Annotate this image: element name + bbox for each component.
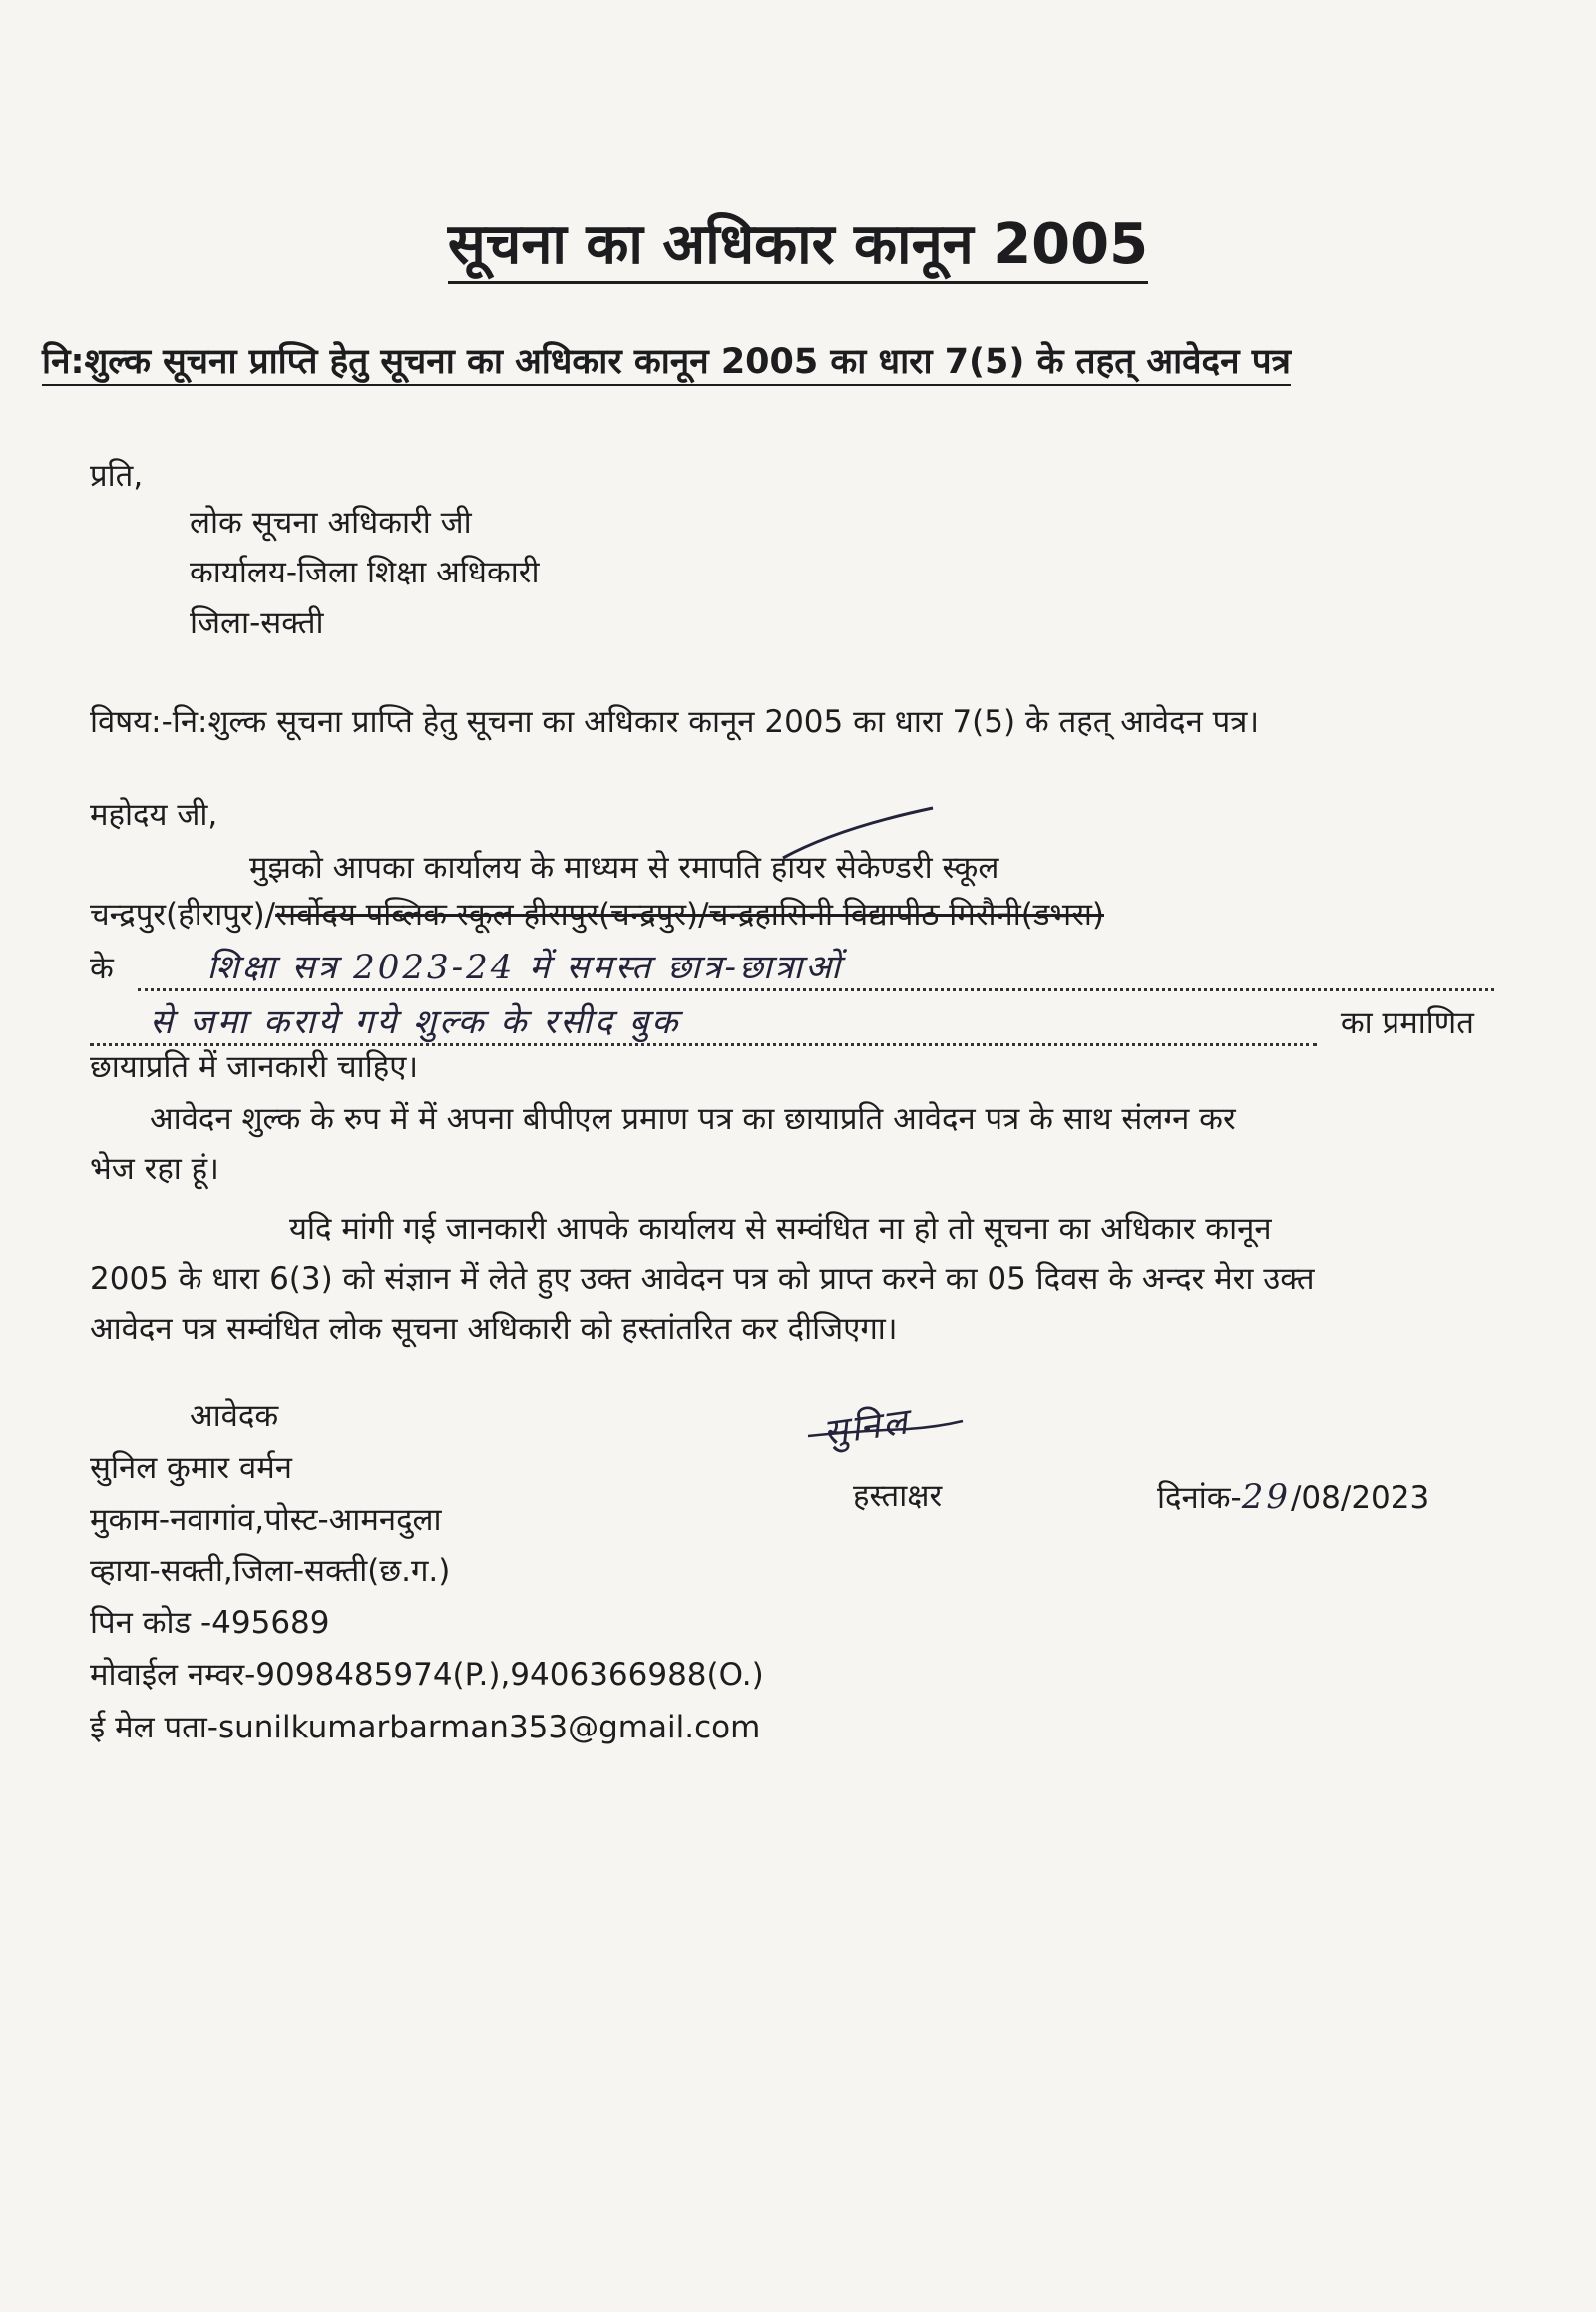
document-subtitle: नि:शुल्क सूचना प्राप्ति हेतु सूचना का अधिकार कानून 2005 का धारा 7(5) के तहत् आवेदन पत्र: [42, 342, 1291, 386]
signature-mark: सुनिल: [820, 1401, 913, 1454]
para3-line-2: 2005 के धारा 6(3) को संज्ञान में लेते हुए उक्त आवेदन पत्र को प्राप्त करने का 05 दिवस के अन्दर मेरा उक्त: [90, 1261, 1315, 1297]
document-title-wrap: [0, 204, 1596, 280]
para1-line-2: [90, 893, 1104, 935]
handwritten-text-1: शिक्षा सत्र 2023-24 में समस्त छात्र-छात्राओं: [206, 948, 843, 987]
recipient-line-2: कार्यालय-जिला शिक्षा अधिकारी: [190, 555, 540, 590]
date-line: [1157, 1476, 1429, 1518]
handwritten-field-1: [138, 943, 1494, 991]
para3-line-3: आवेदन पत्र सम्वंधित लोक सूचना अधिकारी को हस्तांतरित कर दीजिएगा।: [90, 1311, 898, 1347]
handwritten-text-2: से जमा कराये गये शुल्क के रसीद बुक: [150, 1002, 681, 1042]
subject-line: विषय:-नि:शुल्क सूचना प्राप्ति हेतु सूचना का अधिकार कानून 2005 का धारा 7(5) के तहत् आवेदन पत्र।: [90, 704, 1260, 740]
para1-line-5: छायाप्रति में जानकारी चाहिए।: [90, 1049, 419, 1085]
applicant-pin: पिन कोड -495689: [90, 1605, 330, 1641]
applicant-address-1: मुकाम-नवागांव,पोस्ट-आमनदुला: [90, 1502, 442, 1538]
para1-line-3: [90, 943, 1494, 991]
para2-line-2: भेज रहा हूं।: [90, 1151, 219, 1187]
applicant-address-2: व्हाया-सक्ती,जिला-सक्ती(छ.ग.): [90, 1553, 451, 1589]
para1-line-4: [90, 997, 1474, 1046]
recipient-line-3: जिला-सक्ती: [190, 605, 324, 641]
document-subtitle-wrap: [42, 337, 1558, 384]
salutation: महोदय जी,: [90, 797, 218, 833]
date-label: दिनांक-: [1157, 1480, 1242, 1516]
applicant-mobile: मोवाईल नम्वर-9098485974(P.),9406366988(O.): [90, 1657, 764, 1693]
para1-line-4-suffix: का प्रमाणित: [1340, 1005, 1474, 1041]
date-rest: /08/2023: [1290, 1480, 1430, 1516]
para1-line-1: मुझको आपका कार्यालय के माध्यम से रमापति हायर सेकेण्डरी स्कूल: [249, 850, 999, 886]
para1-line-3-prefix: के: [90, 951, 114, 986]
document-title: सूचना का अधिकार कानून 2005: [448, 212, 1148, 284]
handwritten-field-2: [90, 997, 1317, 1046]
applicant-label: आवेदक: [190, 1398, 279, 1434]
para2-line-1: आवेदन शुल्क के रुप में में अपना बीपीएल प्रमाण पत्र का छायाप्रति आवेदन पत्र के साथ संलग्न कर: [150, 1101, 1236, 1137]
recipient-prefix: प्रति,: [90, 458, 144, 494]
date-day-handwritten: 29: [1241, 1477, 1291, 1517]
applicant-name: सुनिल कुमार वर्मन: [90, 1450, 292, 1486]
signature-label: हस्ताक्षर: [853, 1478, 943, 1514]
applicant-email: ई मेल पता-sunilkumarbarman353@gmail.com: [90, 1710, 761, 1745]
para3-line-1: यदि मांगी गई जानकारी आपके कार्यालय से सम्वंधित ना हो तो सूचना का अधिकार कानून: [289, 1211, 1272, 1247]
para1-line-2-text: चन्द्रपुर(हीरापुर)/: [90, 897, 276, 933]
signature-flourish: [798, 1371, 978, 1451]
struck-school-names: सर्वोदय पब्लिक स्कूल हीरापुर(चन्द्रपुर)/चन्द्रहासिनी विद्यापीठ मिरौनी(डभरा): [275, 897, 1104, 933]
recipient-line-1: लोक सूचना अधिकारी जी: [190, 505, 472, 541]
